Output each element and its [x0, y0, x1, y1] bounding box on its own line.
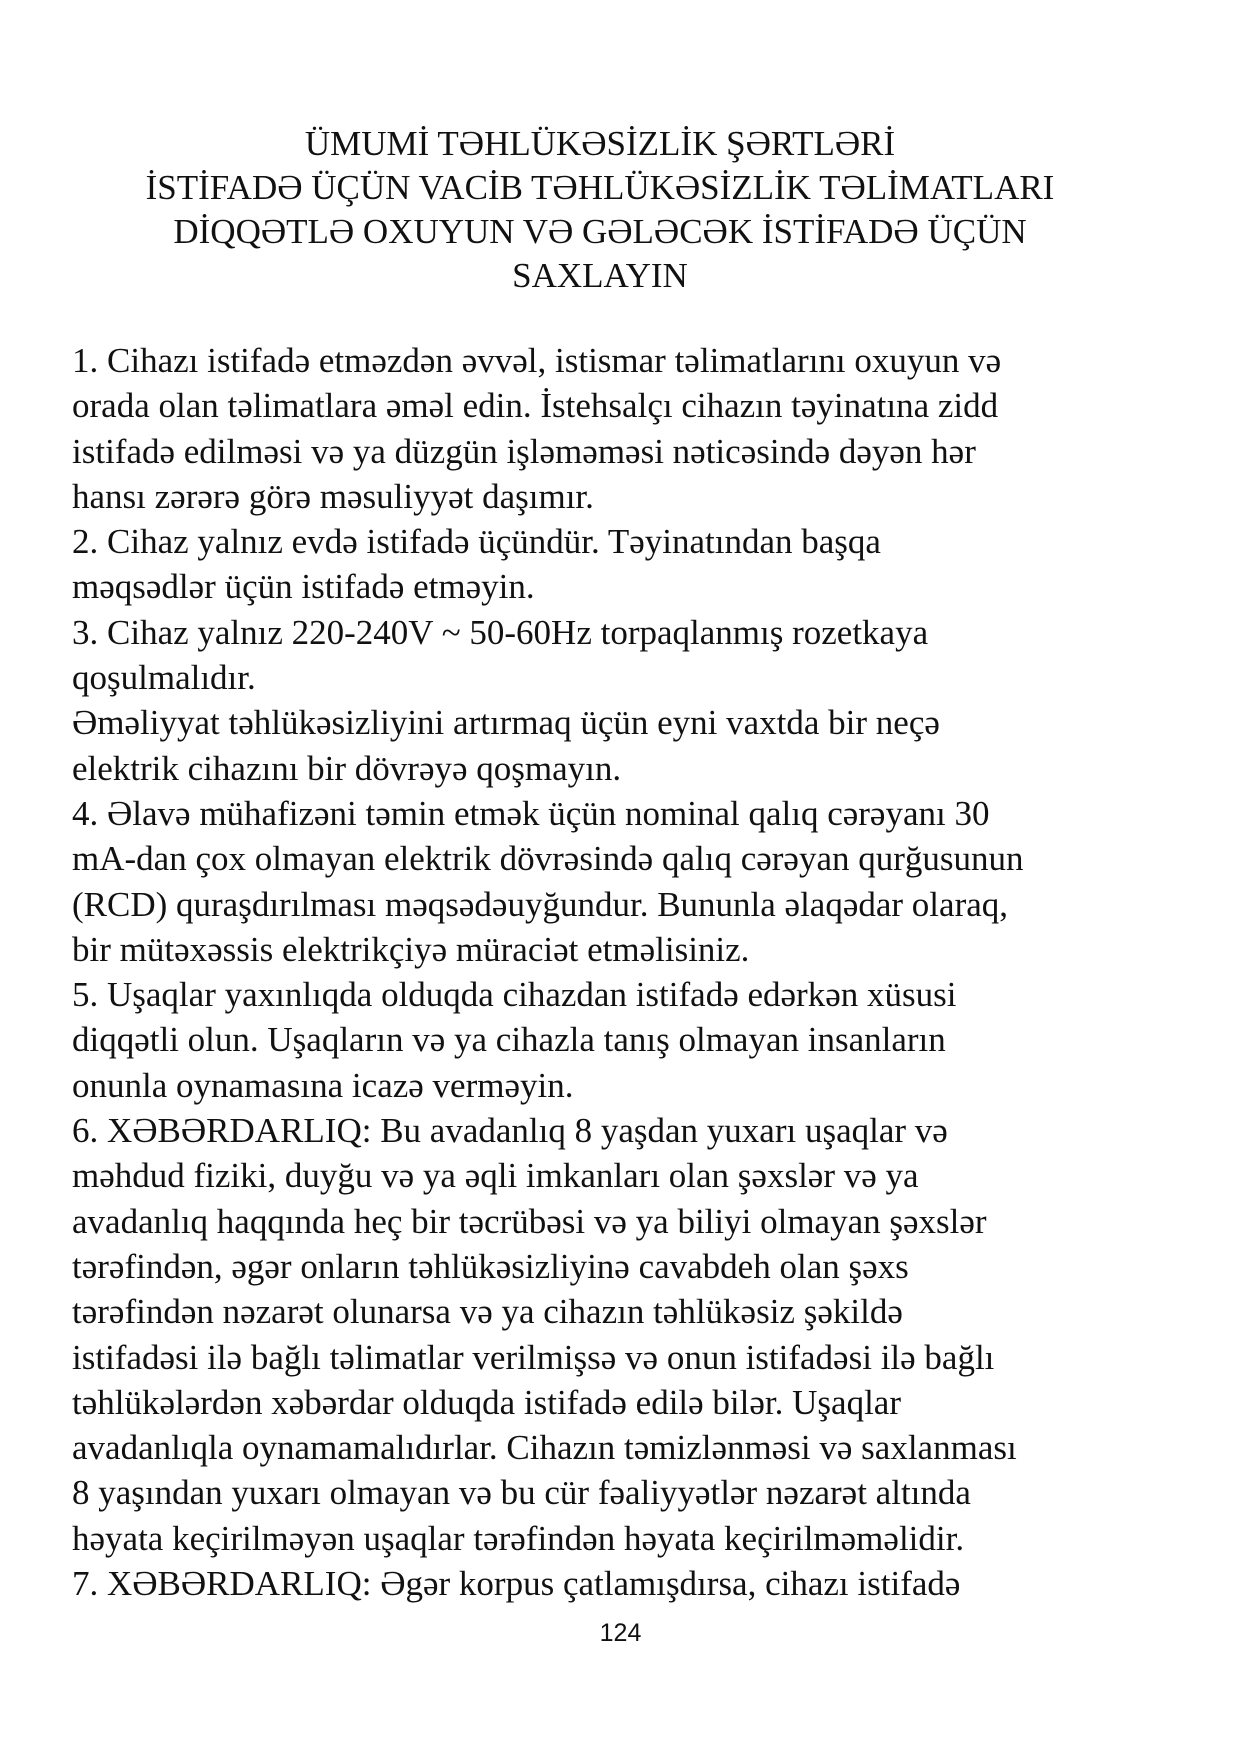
heading-line: DİQQƏTLƏ OXUYUN VƏ GƏLƏCƏK İSTİFADƏ ÜÇÜN	[173, 212, 1027, 251]
body-line: 4. Əlavə mühafizəni təmin etmək üçün nominal qalıq cərəyanı 30	[72, 793, 990, 833]
body-line: istifadə edilməsi və ya düzgün işləməməsi nəticəsində dəyən hər	[72, 431, 976, 471]
body-line: 2. Cihaz yalnız evdə istifadə üçündür. Təyinatından başqa	[72, 522, 881, 562]
body-line: avadanlıqla oynamamalıdırlar. Cihazın təmizlənməsi və saxlanması	[72, 1428, 1017, 1468]
body-line: 8 yaşından yuxarı olmayan və bu cür fəaliyyətlər nəzarət altında	[72, 1473, 971, 1513]
heading-line: ÜMUMİ TƏHLÜKƏSİZLİK ŞƏRTLƏRİ	[304, 124, 896, 163]
body-line: bir mütəxəssis elektrikçiyə müraciət etməlisiniz.	[72, 929, 750, 969]
body-line: (RCD) quraşdırılması məqsədəuyğundur. Bununla əlaqədar olaraq,	[72, 884, 1009, 924]
body-line: elektrik cihazını bir dövrəyə qoşmayın.	[72, 748, 622, 788]
body-line: hansı zərərə görə məsuliyyət daşımır.	[72, 476, 594, 516]
body-line: tərəfindən, əgər onların təhlükəsizliyinə cavabdeh olan şəxs	[72, 1246, 909, 1286]
body-line: 3. Cihaz yalnız 220-240V ~ 50-60Hz torpaqlanmış rozetkaya	[72, 612, 929, 652]
body-line: tərəfindən nəzarət olunarsa və ya cihazın təhlükəsiz şəkildə	[72, 1292, 903, 1332]
body-line: mA-dan çox olmayan elektrik dövrəsində qalıq cərəyan qurğusunun	[72, 839, 1024, 879]
body-line: diqqətli olun. Uşaqların və ya cihazla tanış olmayan insanların	[72, 1020, 946, 1060]
body-line: qoşulmalıdır.	[72, 658, 256, 698]
body-line: 7. XƏBƏRDARLIQ: Əgər korpus çatlamışdırsa, cihazı istifadə	[72, 1564, 961, 1604]
body-line: avadanlıq haqqında heç bir təcrübəsi və ya biliyi olmayan şəxslər	[72, 1201, 987, 1241]
body-line: 6. XƏBƏRDARLIQ: Bu avadanlıq 8 yaşdan yuxarı uşaqlar və	[72, 1111, 948, 1151]
safety-instructions-body	[72, 338, 1172, 1606]
body-line: Əməliyyat təhlükəsizliyini artırmaq üçün eyni vaxtda bir neçə	[72, 703, 940, 743]
body-line: məqsədlər üçün istifadə etməyin.	[72, 567, 535, 607]
body-line: məhdud fiziki, duyğu və ya əqli imkanları olan şəxslər və ya	[72, 1156, 919, 1196]
body-line: 5. Uşaqlar yaxınlıqda olduqda cihazdan istifadə edərkən xüsusi	[72, 975, 957, 1015]
heading-line: İSTİFADƏ ÜÇÜN VACİB TƏHLÜKƏSİZLİK TƏLİMATLARI	[145, 168, 1055, 207]
body-line: istifadəsi ilə bağlı təlimatlar verilmişsə və onun istifadəsi ilə bağlı	[72, 1337, 995, 1377]
body-line: 1. Cihazı istifadə etməzdən əvvəl, istismar təlimatlarını oxuyun və	[72, 341, 1002, 380]
body-line: onunla oynamasına icazə verməyin.	[72, 1065, 574, 1105]
heading-line: SAXLAYIN	[512, 256, 688, 295]
body-line: həyata keçirilməyən uşaqlar tərəfindən həyata keçirilməməlidir.	[72, 1518, 965, 1558]
body-line: orada olan təlimatlara əməl edin. İstehsalçı cihazın təyinatına zidd	[72, 386, 999, 426]
page-number: 124	[599, 1619, 642, 1647]
safety-heading	[60, 122, 1140, 298]
body-line: təhlükələrdən xəbərdar olduqda istifadə edilə bilər. Uşaqlar	[72, 1382, 901, 1422]
